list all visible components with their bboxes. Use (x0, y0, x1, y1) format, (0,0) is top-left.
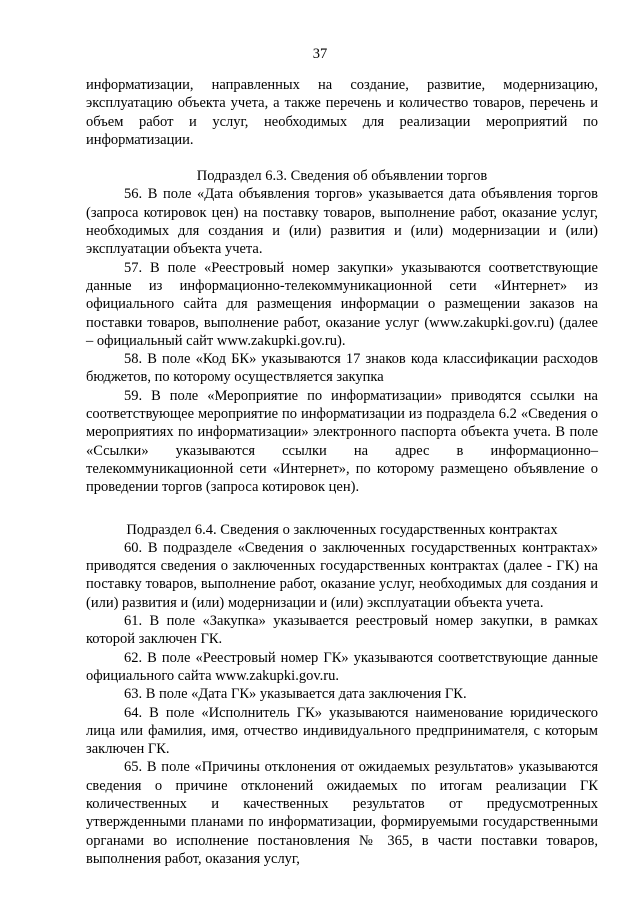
subsection-6-4-title: Подраздел 6.4. Сведения о заключенных государственных контрактах (126, 521, 558, 538)
paragraph-62: 62. В поле «Реестровый номер ГК» указываются соответствующие данные официального сайта www.zakupki.gov.ru. (86, 649, 598, 684)
paragraph-63: 63. В поле «Дата ГК» указывается дата заключения ГК. (124, 686, 467, 703)
paragraph-56: 56. В поле «Дата объявления торгов» указывается дата объявления торгов (запроса котировок цен) на поставку товаров, выполнение работ, оказание услуг, необходимых для создания и (или) развития и (или) модернизации и (или) эксплуатации объекта учета. (86, 186, 598, 258)
document-body (86, 76, 598, 868)
paragraph-65: 65. В поле «Причины отклонения от ожидаемых результатов» указываются сведения о причине отклонений ожидаемых по итогам реализации ГК количественных и качественных результатов от предусмотренных утвержденными планами по информатизации, формируемыми государственными органами во исполнение постановления № 365, в части поставки товаров, выполнения работ, оказания услуг, (86, 759, 598, 867)
paragraph-60: 60. В подразделе «Сведения о заключенных государственных контрактах» приводятся сведения о заключенных государственных контрактах (далее - ГК) на поставку товаров, выполнение работ, оказание услуг, необходимых для создания и (или) развития и (или) модернизации и (или) эксплуатации объекта учета. (86, 539, 598, 611)
paragraph-61: 61. В поле «Закупка» указывается реестровый номер закупки, в рамках которой заключен ГК. (86, 613, 598, 648)
subsection-6-3-title: Подраздел 6.3. Сведения об объявлении торгов (196, 168, 488, 185)
page-number: 37 (312, 46, 328, 62)
paragraph-continuation: информатизации, направленных на создание, развитие, модернизацию, эксплуатацию объекта учета, а также перечень и количество товаров, перечень и объем работ и услуг, необходимых для реализации мероприятий по информатизации. (86, 77, 598, 148)
paragraph-59: 59. В поле «Мероприятие по информатизации» приводятся ссылки на соответствующее мероприятие по информатизации из подраздела 6.2 «Сведения о мероприятиях по информатизации» электронного паспорта объекта учета. В поле «Ссылки» указываются ссылки на адрес в информационно–телекоммуникационной сети «Интернет», по которому размещено объявление о проведении торгов (запроса котировок цен). (86, 387, 598, 496)
paragraph-57: 57. В поле «Реестровый номер закупки» указываются соответствующие данные из информационно-телекоммуникационной сети «Интернет» из официального сайта для размещения информации о размещении заказов на поставки товаров, выполнение работ, оказание услуг (www.zakupki.gov.ru) (далее – официальный сайт www.zakupki.gov.ru). (86, 259, 598, 349)
paragraph-58: 58. В поле «Код БК» указываются 17 знаков кода классификации расходов бюджетов, по которому осуществляется закупка (86, 351, 598, 386)
paragraph-64: 64. В поле «Исполнитель ГК» указываются наименование юридического лица или фамилия, имя, отчество индивидуального предпринимателя, с которым заключен ГК. (86, 704, 598, 758)
